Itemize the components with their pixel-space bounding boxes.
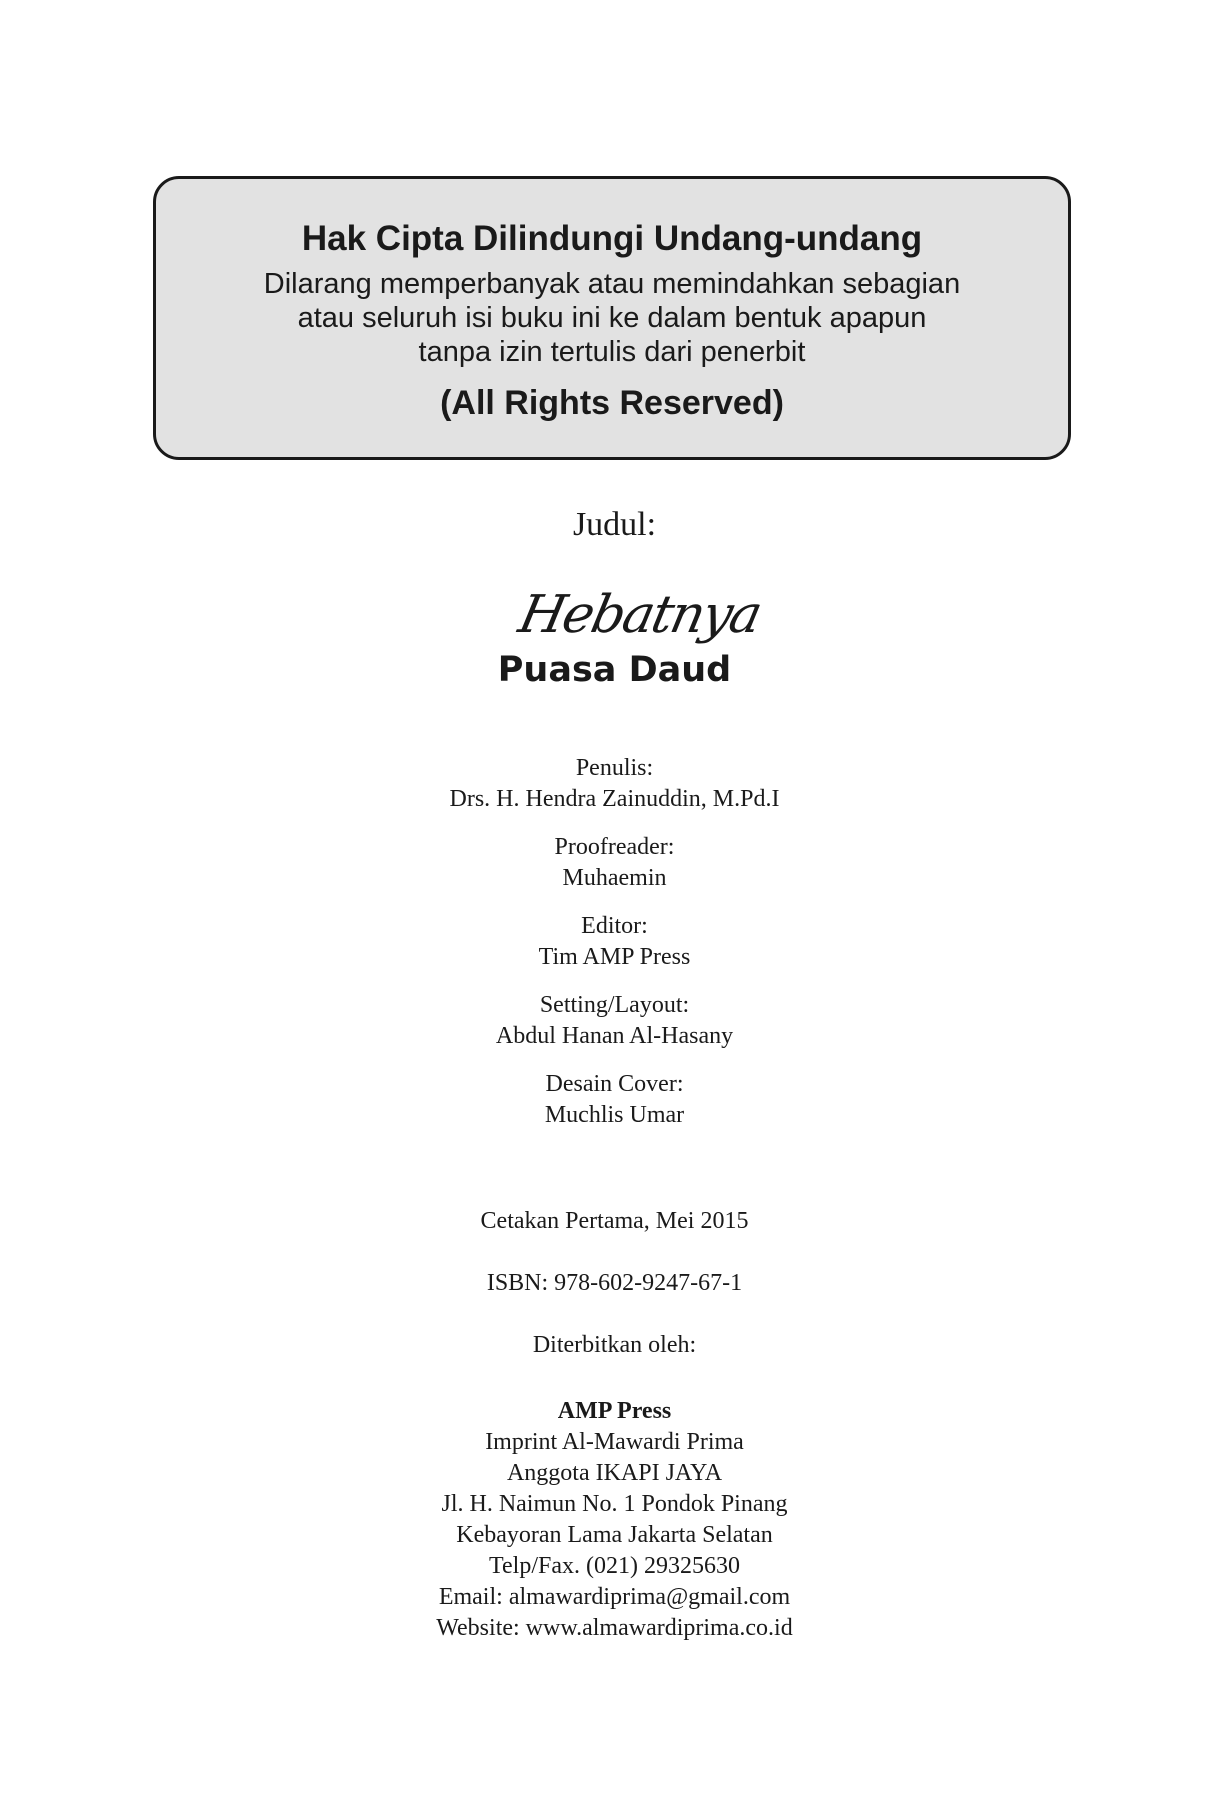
- all-rights-reserved: (All Rights Reserved): [440, 384, 784, 422]
- credit-person: Muhaemin: [562, 865, 667, 891]
- copyright-notice-box: [153, 176, 1071, 460]
- copyright-line: tanpa izin tertulis dari penerbit: [418, 336, 806, 368]
- copyright-body: [156, 267, 1068, 369]
- credit-person: Drs. H. Hendra Zainuddin, M.Pd.I: [449, 786, 780, 812]
- credit-role: Proofreader:: [554, 834, 675, 860]
- published-by-label: Diterbitkan oleh:: [532, 1332, 697, 1358]
- publisher-address: Jl. H. Naimun No. 1 Pondok Pinang: [441, 1491, 788, 1517]
- credit-proofreader: [0, 832, 1229, 894]
- credits-section: [0, 753, 1229, 1148]
- edition-info: Cetakan Pertama, Mei 2015: [480, 1208, 749, 1234]
- book-title: Puasa Daud: [497, 650, 732, 690]
- credit-person: Tim AMP Press: [538, 944, 691, 970]
- publisher-email: Email: almawardiprima@gmail.com: [438, 1584, 791, 1610]
- copyright-line: Dilarang memperbanyak atau memindahkan sebagian: [263, 268, 961, 300]
- publisher-phone: Telp/Fax. (021) 29325630: [489, 1553, 740, 1579]
- title-label: Judul:: [572, 506, 657, 543]
- isbn: ISBN: 978-602-9247-67-1: [486, 1270, 743, 1296]
- publisher-line: Anggota IKAPI JAYA: [506, 1460, 723, 1486]
- credit-role: Editor:: [581, 913, 648, 939]
- credit-role: Desain Cover:: [545, 1071, 684, 1097]
- book-title-script-logo: Hebatnya: [513, 585, 766, 645]
- credit-layout: [0, 990, 1229, 1052]
- credit-person: Muchlis Umar: [544, 1102, 685, 1128]
- publisher-website: Website: www.almawardiprima.co.id: [436, 1615, 793, 1641]
- publisher-info: [0, 1396, 1229, 1644]
- credit-role: Setting/Layout:: [539, 992, 690, 1018]
- credit-cover-design: [0, 1069, 1229, 1131]
- credit-role: Penulis:: [575, 755, 654, 781]
- copyright-title: Hak Cipta Dilindungi Undang-undang: [301, 219, 923, 258]
- copyright-line: atau seluruh isi buku ini ke dalam bentuk apapun: [297, 302, 927, 334]
- credit-editor: [0, 911, 1229, 973]
- publisher-name: AMP Press: [557, 1398, 672, 1424]
- credit-author: [0, 753, 1229, 815]
- publisher-line: Imprint Al-Mawardi Prima: [485, 1429, 744, 1455]
- publisher-address: Kebayoran Lama Jakarta Selatan: [456, 1522, 773, 1548]
- credit-person: Abdul Hanan Al-Hasany: [495, 1023, 734, 1049]
